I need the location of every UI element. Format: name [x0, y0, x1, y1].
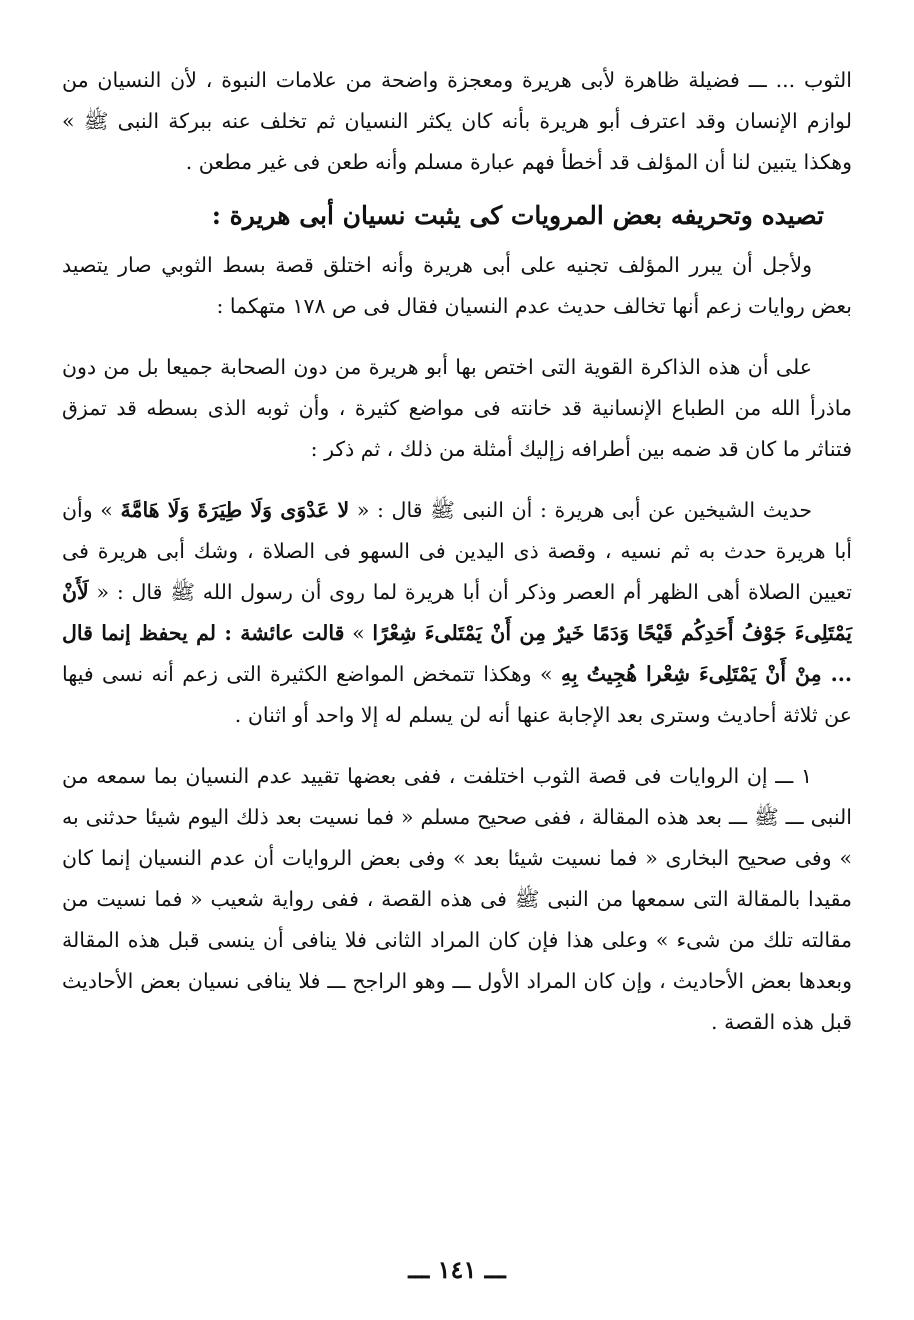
aisha-quote: قالت عائشة : لم يحفظ إنما قال ... مِنْ أَنْ يَمْتَلِىءَ شِعْرا هُجِيتُ بِهِ: [62, 621, 852, 686]
page-number: ـــ ١٤١ ـــ: [408, 1255, 506, 1284]
paragraph-5: ١ ـــ إن الروايات فى قصة الثوب اختلفت ، ففى بعضها تقييد عدم النسيان بما سمعه من النبى ـــ ﷺ ـــ بعد هذه المقالة ، ففى صحيح مسلم « فما نسيت بعد ذلك اليوم شيئا حدثنى به » وفى صحيح البخارى « فما نسيت شيئا بعد » وفى بعض الروايات أن عدم النسيان إنما كان مقيدا بالمقالة التى سمعها من النبى ﷺ فى هذه القصة ، ففى رواية شعيب « فما نسيت من مقالته تلك من شىء » وعلى هذا فإن كان المراد الثانى فلا ينافى أن ينسى قبل هذه المقالة وبعدها بعض الأحاديث ، وإن كان المراد الأول ـــ وهو الراجح ـــ فلا ينافى نسيان بعض الأحاديث قبل هذه القصة .: [62, 764, 852, 1034]
page-body: [62, 60, 852, 1043]
section-heading: تصيده وتحريفه بعض المرويات كى يثبت نسيان أبى هريرة :: [211, 201, 824, 230]
paragraph-3: على أن هذه الذاكرة القوية التى اختص بها أبو هريرة من دون الصحابة جميعا بل من دون ماذرأ الله من الطباع الإنسانية قد خانته فى مواضع كثيرة ، وأن ثوبه الذى بسطه قد تمزق فتناثر ما كان قد ضمه بين أطرافه زإليك أمثلة من ذلك ، ثم ذكر :: [62, 355, 852, 461]
p4-text-c: » وأن أبا هريرة حدث به ثم نسيه ، وقصة ذى اليدين فى السهو فى الصلاة ، وشك أبى هريرة فى تعيين الصلاة أهى الظهر أم العصر وذكر أن أبا هريرة لما روى أن رسول الله ﷺ قال : «: [62, 498, 852, 604]
paragraph-1: الثوب ... ـــ فضيلة ظاهرة لأبى هريرة ومعجزة واضحة من علامات النبوة ، لأن النسيان من لوازم الإنسان وقد اعترف أبو هريرة بأنه كان يكثر النسيان ثم تخلف عنه ببركة النبى ﷺ » وهكذا يتبين لنا أن المؤلف قد أخطأ فهم عبارة مسلم وأنه طعن فى غير مطعن .: [62, 68, 852, 174]
p4-text-e: »: [344, 621, 373, 645]
paragraph-4: [62, 490, 852, 736]
hadith-quote-1: لا عَدْوَى وَلَا طِيَرَةَ وَلَا هَامَّةَ: [120, 498, 350, 522]
p4-text-a: حديث الشيخين عن أبى هريرة : أن النبى ﷺ قال : «: [349, 498, 812, 522]
paragraph-2: ولأجل أن يبرر المؤلف تجنيه على أبى هريرة وأنه اختلق قصة بسط الثوبي صار يتصيد بعض روايات زعم أنها تخالف حديث عدم النسيان فقال فى ص ١٧٨ متهكما :: [62, 253, 852, 318]
hadith-quote-2: لَأَنْ يَمْتَلِىءَ جَوْفُ أَحَدِكُم قَيْحًا وَدَمًا خَيرٌ مِن أَنْ يَمْتَلىءَ شِعْرًا: [62, 580, 853, 645]
p4-text-g: » وهكذا تتمخض المواضع الكثيرة التى زعم أنه نسى فيها عن ثلاثة أحاديث وسترى بعد الإجابة عنها أنه لن يسلم له إلا واحد أو اثنان .: [62, 662, 852, 727]
